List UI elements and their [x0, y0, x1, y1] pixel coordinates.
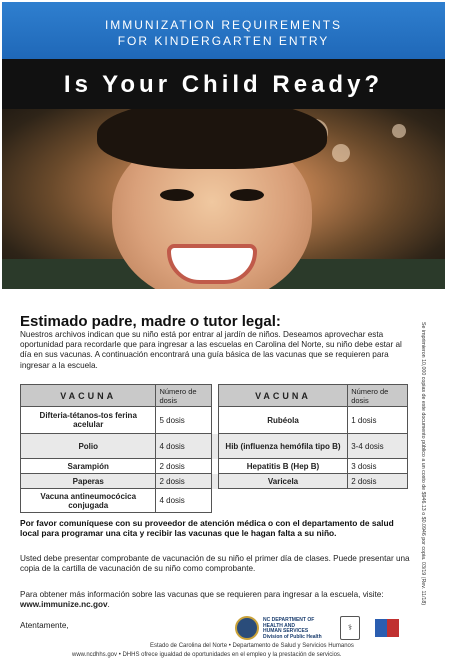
header-line-2: FOR KINDERGARTEN ENTRY	[117, 34, 330, 48]
logo-strip	[235, 616, 415, 640]
closing: Atentamente,	[20, 621, 69, 630]
header-vacuna-left: VACUNA	[21, 385, 156, 407]
print-cost-note: Se imprimieron 10,000 copias de este documento público a un costo de $946.13 o $0.0946 por copia. 03/19 (Rev. 11/18)	[420, 322, 426, 606]
immunize-link[interactable]: www.immunize.nc.gov	[20, 600, 108, 610]
footer-line-2: www.ncdhhs.gov • DHHS ofrece igualdad de oportunidades en el empleo y la prestación de servicios.	[72, 652, 342, 658]
header-doses-right: Número de dosis	[348, 385, 408, 407]
vaccine-name: Sarampión	[21, 459, 156, 474]
header-vacuna-right: VACUNA	[218, 385, 347, 407]
child-smile	[167, 244, 257, 284]
vaccine-doses: 4 dosis	[156, 489, 212, 513]
more-info-text: Para obtener más información sobre las vacunas que se requieren para ingresar a la escuela, visite:	[20, 590, 384, 599]
vaccine-name: Vacuna antineumocócica conjugada	[21, 489, 156, 513]
nc-seal-icon	[235, 616, 259, 640]
more-info-end: .	[107, 600, 110, 610]
vaccine-name: Paperas	[21, 474, 156, 489]
vaccine-doses: 5 dosis	[156, 407, 212, 434]
vaccine-name: Hib (influenza hemófila tipo B)	[218, 434, 347, 459]
more-info-paragraph	[20, 590, 410, 610]
header-line-1: IMMUNIZATION REQUIREMENTS	[104, 18, 343, 32]
vaccine-doses: 1 dosis	[348, 407, 408, 434]
program-logo-icon	[375, 619, 399, 637]
table-row	[21, 459, 408, 474]
child-eye	[160, 189, 194, 201]
vaccine-name: Hepatitis B (Hep B)	[218, 459, 347, 474]
child-photo	[2, 109, 445, 289]
dhhs-line: Division of Public Health	[263, 633, 322, 640]
table-header-row	[21, 385, 408, 407]
child-eye	[230, 189, 264, 201]
vaccine-doses: 3-4 dosis	[348, 434, 408, 459]
footer-line-1: Estado de Carolina del Norte • Departamento de Salud y Servicios Humanos	[150, 643, 354, 649]
vaccine-name: Polio	[21, 434, 156, 459]
vaccine-doses: 2 dosis	[348, 474, 408, 489]
table-row	[21, 434, 408, 459]
table-row	[21, 489, 408, 513]
proof-paragraph: Usted debe presentar comprobante de vacunación de su niño el primer día de clases. Puede presentar una copia de la cartilla de vacunación de su niño como comprobante.	[20, 554, 410, 574]
table-row	[21, 474, 408, 489]
vaccine-table	[20, 384, 408, 513]
header-doses-left: Número de dosis	[156, 385, 212, 407]
vaccine-doses: 2 dosis	[156, 474, 212, 489]
title-band	[2, 59, 445, 109]
vaccine-doses: 2 dosis	[156, 459, 212, 474]
dhhs-line: HUMAN SERVICES	[263, 628, 309, 634]
bokeh-light	[332, 144, 350, 162]
vaccine-name: Difteria-tétanos-tos ferina acelular	[21, 407, 156, 434]
bokeh-light	[392, 124, 406, 138]
letter-greeting: Estimado padre, madre o tutor legal:	[20, 313, 281, 330]
dhhs-line: HEALTH AND	[263, 622, 295, 629]
contact-provider-paragraph: Por favor comuníquese con su proveedor de atención médica o con el departamento de salud local para programar una cita y recibir las vacunas que le hagan falta a su niño.	[20, 518, 394, 539]
vaccine-name: Varicela	[218, 474, 347, 489]
vaccine-doses: 4 dosis	[156, 434, 212, 459]
child-health-icon: ⚕	[340, 616, 360, 640]
child-hair	[97, 109, 327, 169]
dhhs-logo	[263, 618, 322, 640]
table-row	[21, 407, 408, 434]
dhhs-line: NC DEPARTMENT OF	[263, 617, 315, 623]
intro-paragraph: Nuestros archivos indican que su niño está por entrar al jardín de niños. Deseamos aprovechar esta oportunidad para recordarle que para ingresar a las escuelas en Carolina del Norte, su niño debe estar al día en sus vacunas. A continuación encontrará una guía básica de las vacunas que se requieren para ingresar a la escuela.	[20, 330, 402, 370]
vaccine-doses: 3 dosis	[348, 459, 408, 474]
vaccine-name: Rubéola	[218, 407, 347, 434]
header-band	[2, 2, 445, 59]
main-title: Is Your Child Ready?	[63, 71, 384, 98]
